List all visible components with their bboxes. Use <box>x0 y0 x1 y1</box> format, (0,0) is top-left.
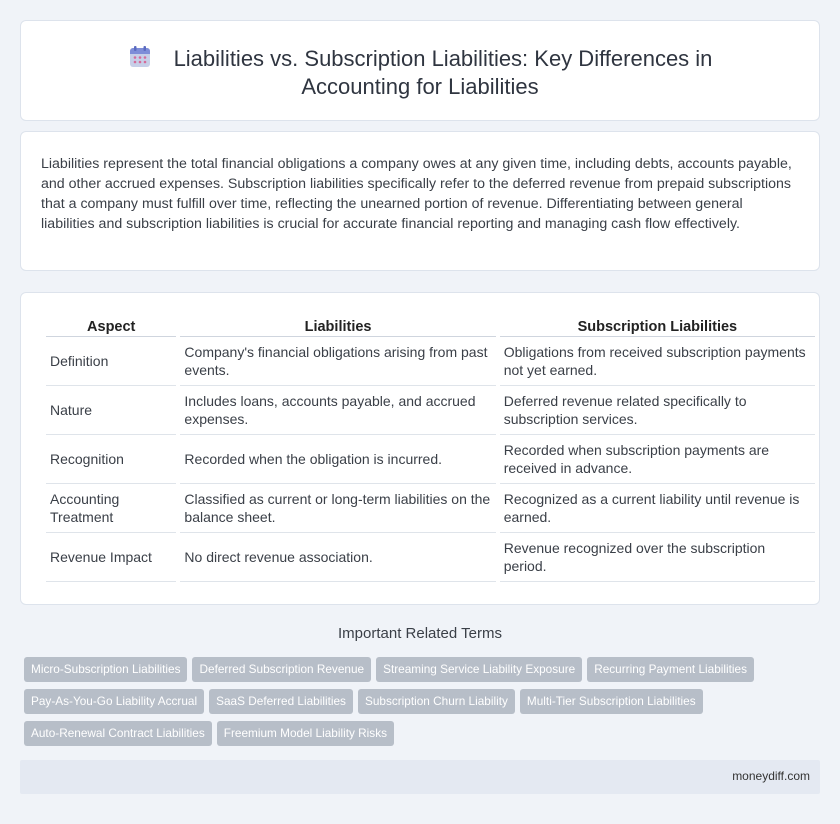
row-liabilities-value: Classified as current or long-term liabilities on the balance sheet. <box>180 484 495 533</box>
related-term-tag[interactable]: SaaS Deferred Liabilities <box>209 689 353 714</box>
related-terms-list <box>24 657 804 753</box>
title-card <box>20 20 820 121</box>
comparison-card <box>20 292 820 605</box>
table-row <box>46 337 815 386</box>
related-term-tag[interactable]: Micro-Subscription Liabilities <box>24 657 187 682</box>
row-liabilities-value: Recorded when the obligation is incurred. <box>180 435 495 484</box>
footer-bar <box>20 760 820 794</box>
row-aspect: Accounting Treatment <box>46 484 176 533</box>
header-subscription-liabilities: Subscription Liabilities <box>500 315 815 337</box>
related-term-tag[interactable]: Deferred Subscription Revenue <box>192 657 371 682</box>
row-aspect: Nature <box>46 386 176 435</box>
table-header-row <box>46 315 815 337</box>
row-subscription-value: Obligations from received subscription payments not yet earned. <box>500 337 815 386</box>
row-aspect: Revenue Impact <box>46 533 176 582</box>
intro-card <box>20 131 820 271</box>
footer-site-link[interactable]: moneydiff.com <box>732 769 810 783</box>
page-title-text-1: Liabilities vs. Subscription Liabilities: Key Differences in <box>173 46 713 71</box>
table-row <box>46 435 815 484</box>
row-liabilities-value: Includes loans, accounts payable, and accrued expenses. <box>180 386 495 435</box>
related-term-tag[interactable]: Subscription Churn Liability <box>358 689 515 714</box>
related-term-tag[interactable]: Streaming Service Liability Exposure <box>376 657 582 682</box>
intro-paragraph: Liabilities represent the total financial obligations a company owes at any given time, including debts, accounts payable, and other accrued expenses. Subscription liabilities specifically refer to the deferred revenue from prepaid subscriptions that a company must fulfill over time, reflecting the unearned portion of revenue. Differentiating between general liabilities and subscription liabilities is crucial for accurate financial reporting and managing cash flow effectively. <box>41 156 792 232</box>
related-term-tag[interactable]: Freemium Model Liability Risks <box>217 721 394 746</box>
row-liabilities-value: No direct revenue association. <box>180 533 495 582</box>
row-liabilities-value: Company's financial obligations arising from past events. <box>180 337 495 386</box>
header-liabilities: Liabilities <box>180 315 495 337</box>
table-row <box>46 386 815 435</box>
table-row <box>46 533 815 582</box>
row-subscription-value: Revenue recognized over the subscription period. <box>500 533 815 582</box>
related-term-tag[interactable]: Multi-Tier Subscription Liabilities <box>520 689 703 714</box>
related-term-tag[interactable]: Recurring Payment Liabilities <box>587 657 754 682</box>
row-subscription-value: Recorded when subscription payments are received in advance. <box>500 435 815 484</box>
related-term-tag[interactable]: Pay-As-You-Go Liability Accrual <box>24 689 204 714</box>
related-terms-heading: Important Related Terms <box>338 625 502 642</box>
row-subscription-value: Recognized as a current liability until revenue is earned. <box>500 484 815 533</box>
related-term-tag[interactable]: Auto-Renewal Contract Liabilities <box>24 721 212 746</box>
row-subscription-value: Deferred revenue related specifically to subscription services. <box>500 386 815 435</box>
row-aspect: Recognition <box>46 435 176 484</box>
page-title-line-2: Accounting for Liabilities <box>301 74 539 99</box>
header-aspect: Aspect <box>46 315 176 337</box>
page-title-line-1 <box>21 45 819 73</box>
comparison-table <box>42 315 819 582</box>
calendar-icon <box>128 45 152 69</box>
row-aspect: Definition <box>46 337 176 386</box>
table-row <box>46 484 815 533</box>
